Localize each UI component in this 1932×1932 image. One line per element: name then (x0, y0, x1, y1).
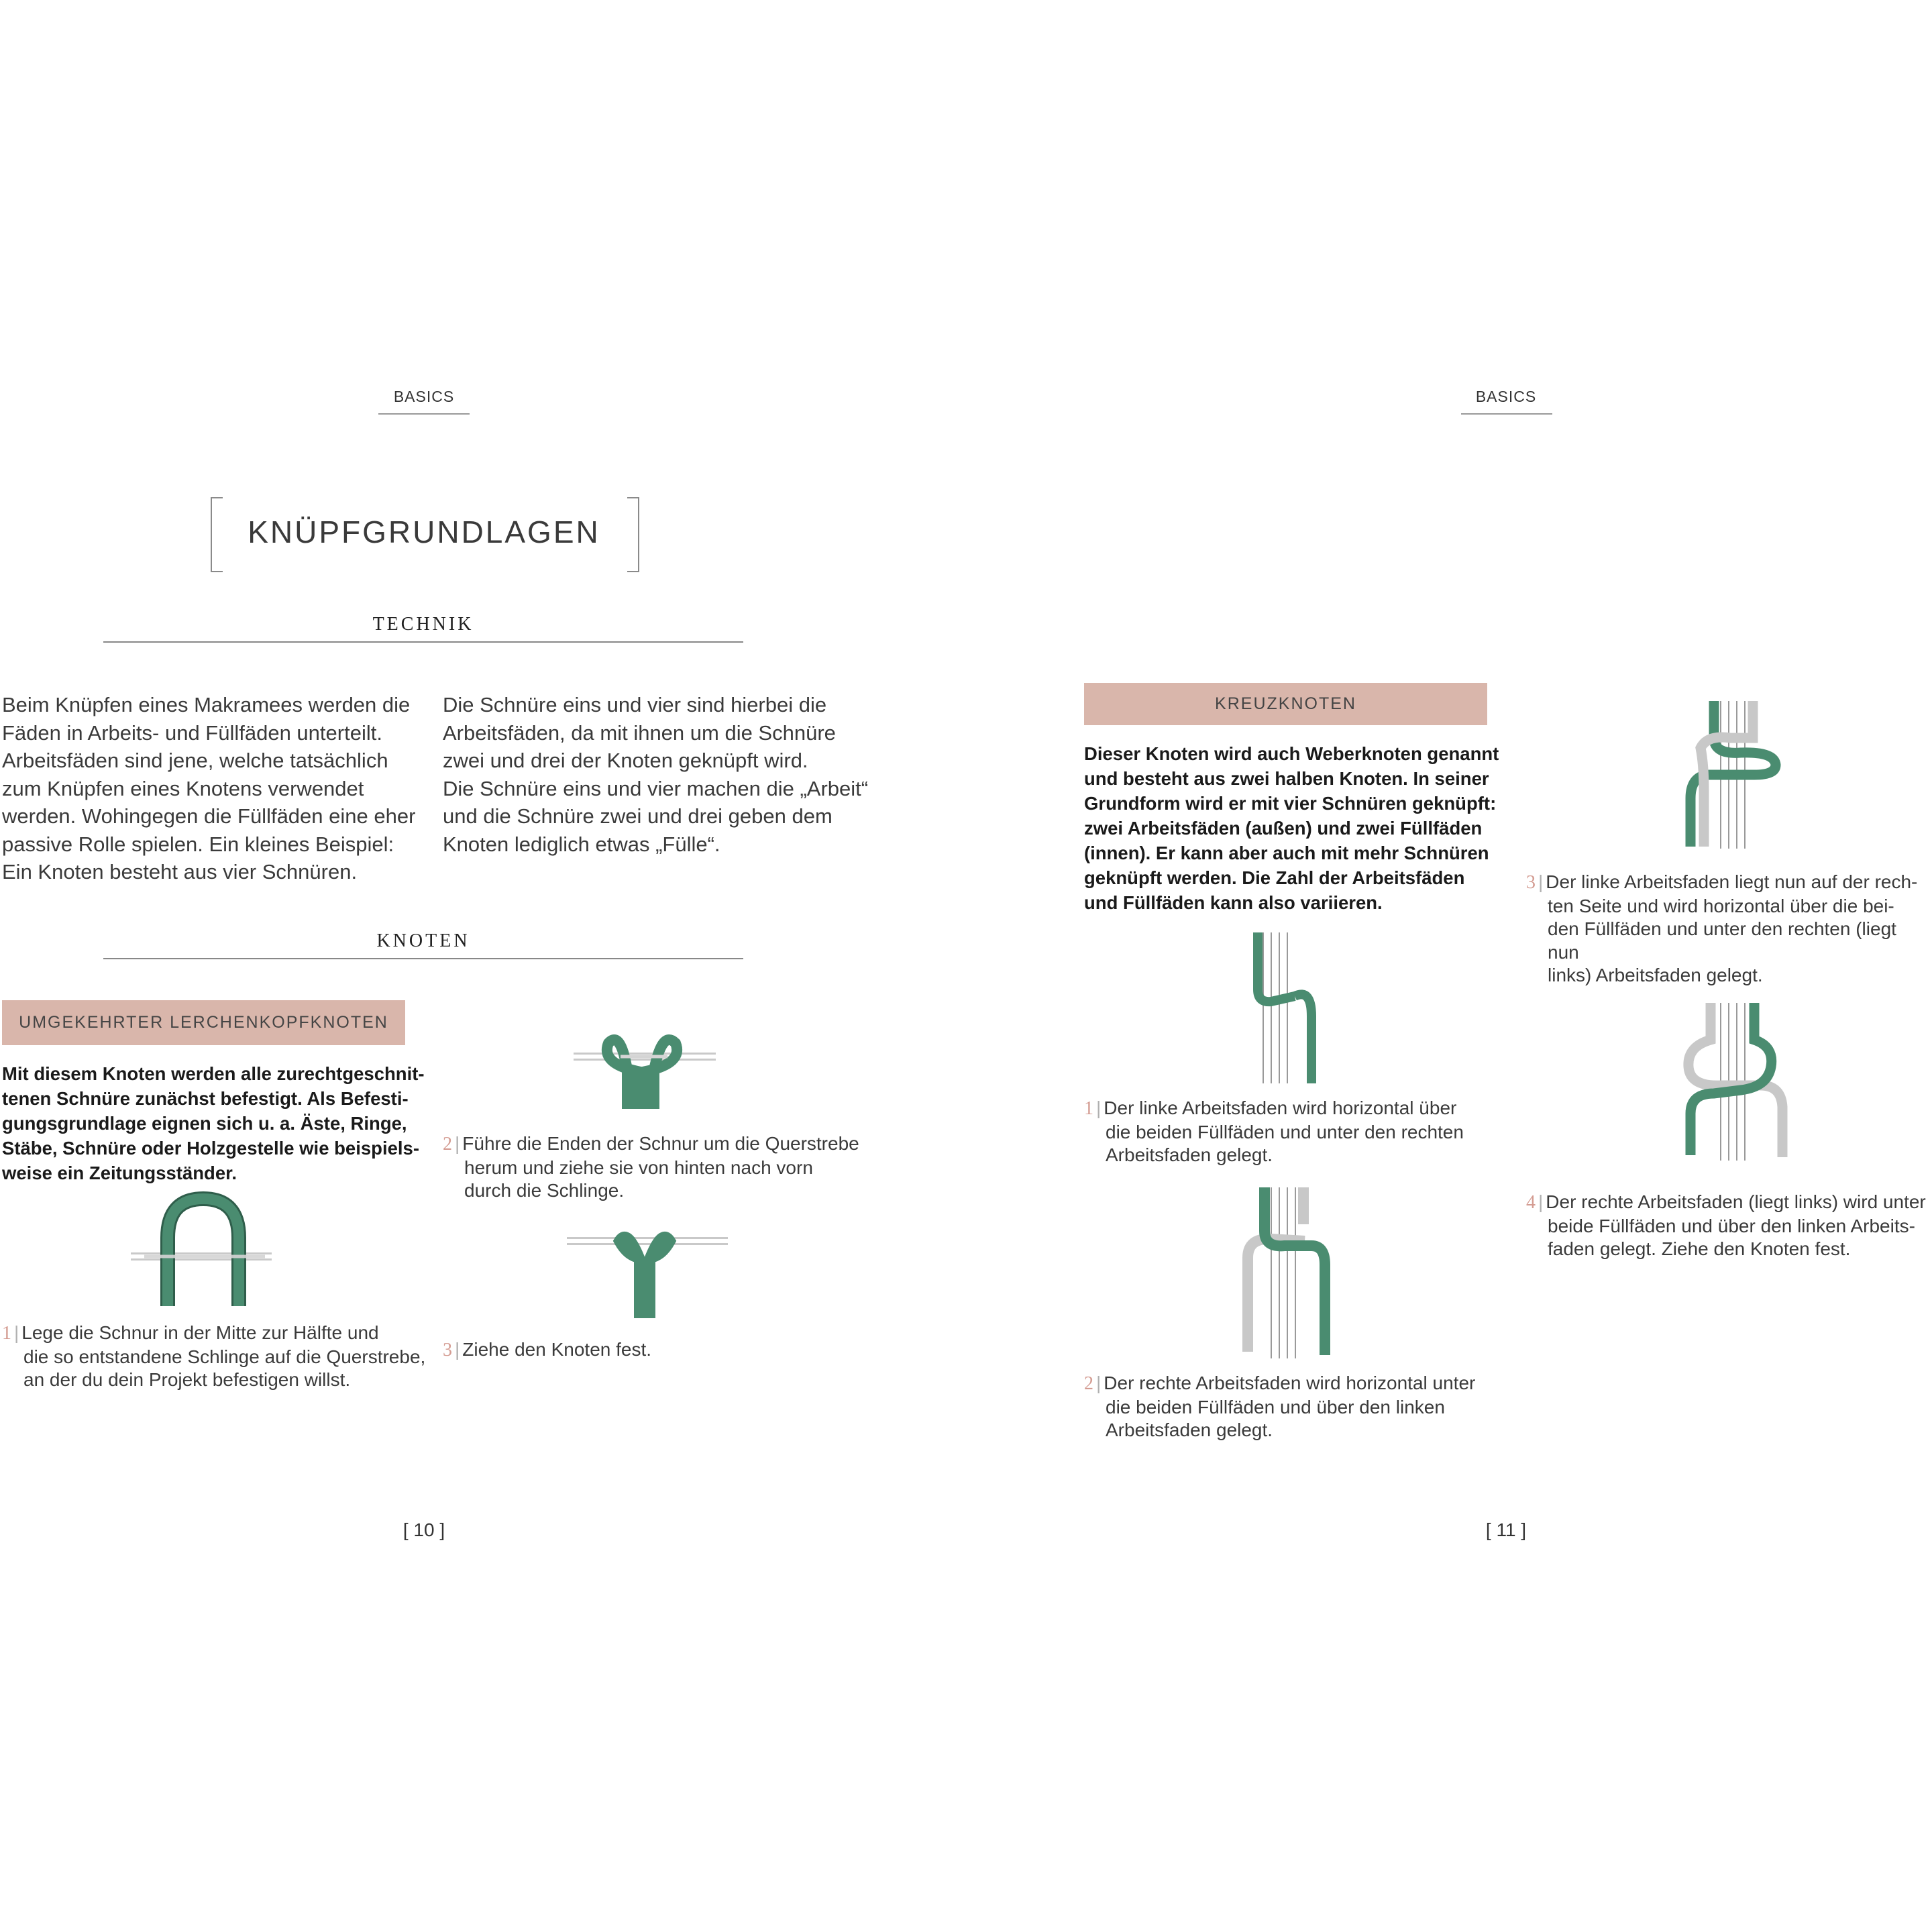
text-line: Mit diesem Knoten werden alle zurechtgeschnit- (2, 1063, 425, 1084)
text-line (443, 1338, 872, 1362)
step-number: 1 (2, 1323, 11, 1344)
step-text: Der rechte Arbeitsfaden (liegt links) wird unter (1546, 1191, 1926, 1212)
text-line (1084, 1097, 1513, 1121)
text-line: faden gelegt. Ziehe den Knoten fest. (1548, 1238, 1851, 1259)
step-1-lerchenkopf (2, 1322, 431, 1392)
text-line: Grundform wird er mit vier Schnüren geknüpft: (1084, 793, 1497, 814)
step-separator: | (1096, 1373, 1102, 1393)
step-separator: | (14, 1322, 19, 1343)
text-line: die so entstandene Schlinge auf die Querstrebe, (23, 1346, 426, 1367)
text-line (1526, 1191, 1929, 1215)
step-2-lerchenkopf (443, 1132, 872, 1203)
text-line: die beiden Füllfäden und unter den rechten (1106, 1121, 1464, 1142)
step-text: Lege die Schnur in der Mitte zur Hälfte und (21, 1322, 379, 1343)
text-line: zwei und drei der Knoten geknüpft wird. (443, 749, 808, 772)
section-rule-knoten (103, 958, 743, 959)
running-head-rule-left (378, 413, 470, 415)
text-line: Die Schnüre eins und vier sind hierbei die (443, 693, 827, 716)
step-2-kreuzknoten (1084, 1372, 1513, 1442)
text-line: werden. Wohingegen die Füllfäden eine eher (2, 804, 416, 828)
illustration-kreuzknoten-step-4 (1660, 1000, 1794, 1164)
section-rule-technik (103, 641, 743, 643)
text-line: gungsgrundlage eignen sich u. a. Äste, Ringe, (2, 1113, 407, 1134)
section-heading-technik: TECHNIK (372, 614, 474, 635)
step-3-kreuzknoten (1526, 871, 1929, 987)
text-line: an der du dein Projekt befestigen willst. (23, 1369, 351, 1390)
running-head-left: BASICS (393, 388, 455, 405)
step-number: 2 (443, 1134, 452, 1155)
text-line: und besteht aus zwei halben Knoten. In seiner (1084, 768, 1489, 789)
step-3-lerchenkopf (443, 1338, 872, 1362)
text-line: Knoten lediglich etwas „Fülle“. (443, 832, 720, 856)
knot-label-kreuzknoten: KREUZKNOTEN (1084, 683, 1487, 725)
section-heading-knoten: KNOTEN (376, 930, 470, 951)
title-bracket-right (627, 497, 639, 572)
step-separator: | (455, 1133, 460, 1154)
step-separator: | (1538, 871, 1544, 892)
page-number-right: [ 11 ] (1485, 1519, 1527, 1540)
step-text: Der rechte Arbeitsfaden wird horizontal unter (1104, 1373, 1476, 1393)
illustration-kreuzknoten-step-1 (1238, 929, 1332, 1087)
title-bracket-left (211, 497, 223, 572)
illustration-lerchenkopf-step-2 (574, 1016, 718, 1110)
text-line: ten Seite und wird horizontal über die bei- (1548, 895, 1894, 916)
step-number: 2 (1084, 1373, 1093, 1394)
step-1-kreuzknoten (1084, 1097, 1513, 1167)
illustration-lerchenkopf-step-3 (567, 1221, 728, 1322)
text-line: Stäbe, Schnüre oder Holzgestelle wie beispiels- (2, 1138, 419, 1159)
step-separator: | (1538, 1191, 1544, 1212)
text-line: Die Schnüre eins und vier machen die „Arbeit“ (443, 776, 869, 800)
page-title: KNÜPFGRUNDLAGEN (248, 515, 600, 549)
running-head-right: BASICS (1475, 388, 1537, 405)
text-line: links) Arbeitsfaden gelegt. (1548, 965, 1763, 985)
text-line: geknüpft werden. Die Zahl der Arbeitsfäden (1084, 867, 1465, 888)
text-line: Arbeitsfäden, da mit ihnen um die Schnüre (443, 720, 836, 745)
technik-column-2 (443, 691, 872, 858)
text-line (2, 1322, 431, 1346)
text-line: beide Füllfäden und über den linken Arbeits- (1548, 1215, 1915, 1236)
step-text: Ziehe den Knoten fest. (462, 1339, 652, 1360)
page-number-left: [ 10 ] (402, 1519, 445, 1540)
illustration-kreuzknoten-step-3 (1667, 698, 1788, 852)
technik-column-1 (2, 691, 431, 886)
text-line: Dieser Knoten wird auch Weberknoten genannt (1084, 743, 1499, 764)
text-line: durch die Schlinge. (464, 1180, 625, 1201)
step-number: 3 (1526, 872, 1536, 893)
step-text: Der linke Arbeitsfaden wird horizontal über (1104, 1097, 1457, 1118)
step-4-kreuzknoten (1526, 1191, 1929, 1261)
text-line (443, 1132, 872, 1157)
knot-intro-kreuzknoten (1084, 741, 1513, 915)
step-separator: | (1096, 1097, 1102, 1118)
step-number: 3 (443, 1340, 452, 1360)
text-line: herum und ziehe sie von hinten nach vorn (464, 1157, 813, 1178)
text-line: den Füllfäden und unter den rechten (liegt nun (1548, 918, 1896, 963)
text-line: Arbeitsfäden sind jene, welche tatsächlich (2, 749, 388, 772)
text-line (1084, 1372, 1513, 1396)
text-line: Arbeitsfaden gelegt. (1106, 1144, 1273, 1165)
text-line: weise ein Zeitungsständer. (2, 1163, 237, 1183)
step-number: 4 (1526, 1192, 1536, 1213)
text-line: zwei Arbeitsfäden (außen) und zwei Füllfäden (1084, 818, 1483, 839)
text-line: (innen). Er kann aber auch mit mehr Schnüren (1084, 843, 1489, 863)
text-line: und die Schnüre zwei und drei geben dem (443, 804, 833, 828)
illustration-lerchenkopf-step-1 (131, 1191, 275, 1311)
text-line: die beiden Füllfäden und über den linken (1106, 1396, 1445, 1417)
step-separator: | (455, 1339, 460, 1360)
text-line: und Füllfäden kann also variieren. (1084, 892, 1383, 913)
step-text: Der linke Arbeitsfaden liegt nun auf der rech- (1546, 871, 1918, 892)
text-line: zum Knüpfen eines Knotens verwendet (2, 776, 364, 800)
knot-label-lerchenkopf: UMGEKEHRTER LERCHENKOPFKNOTEN (2, 1000, 405, 1045)
text-line: passive Rolle spielen. Ein kleines Beispiel: (2, 832, 394, 856)
text-line (1526, 871, 1929, 895)
text-line: Arbeitsfaden gelegt. (1106, 1419, 1273, 1440)
text-line: Beim Knüpfen eines Makramees werden die (2, 693, 411, 716)
text-line: Ein Knoten besteht aus vier Schnüren. (2, 860, 358, 883)
text-line: tenen Schnüre zunächst befestigt. Als Befesti- (2, 1088, 409, 1109)
running-head-rule-right (1461, 413, 1552, 415)
text-line: Fäden in Arbeits- und Füllfäden unterteilt. (2, 720, 382, 745)
step-number: 1 (1084, 1098, 1093, 1119)
step-text: Führe die Enden der Schnur um die Querstrebe (462, 1133, 859, 1154)
knot-intro-lerchenkopf (2, 1061, 431, 1185)
illustration-kreuzknoten-step-2 (1231, 1184, 1345, 1362)
